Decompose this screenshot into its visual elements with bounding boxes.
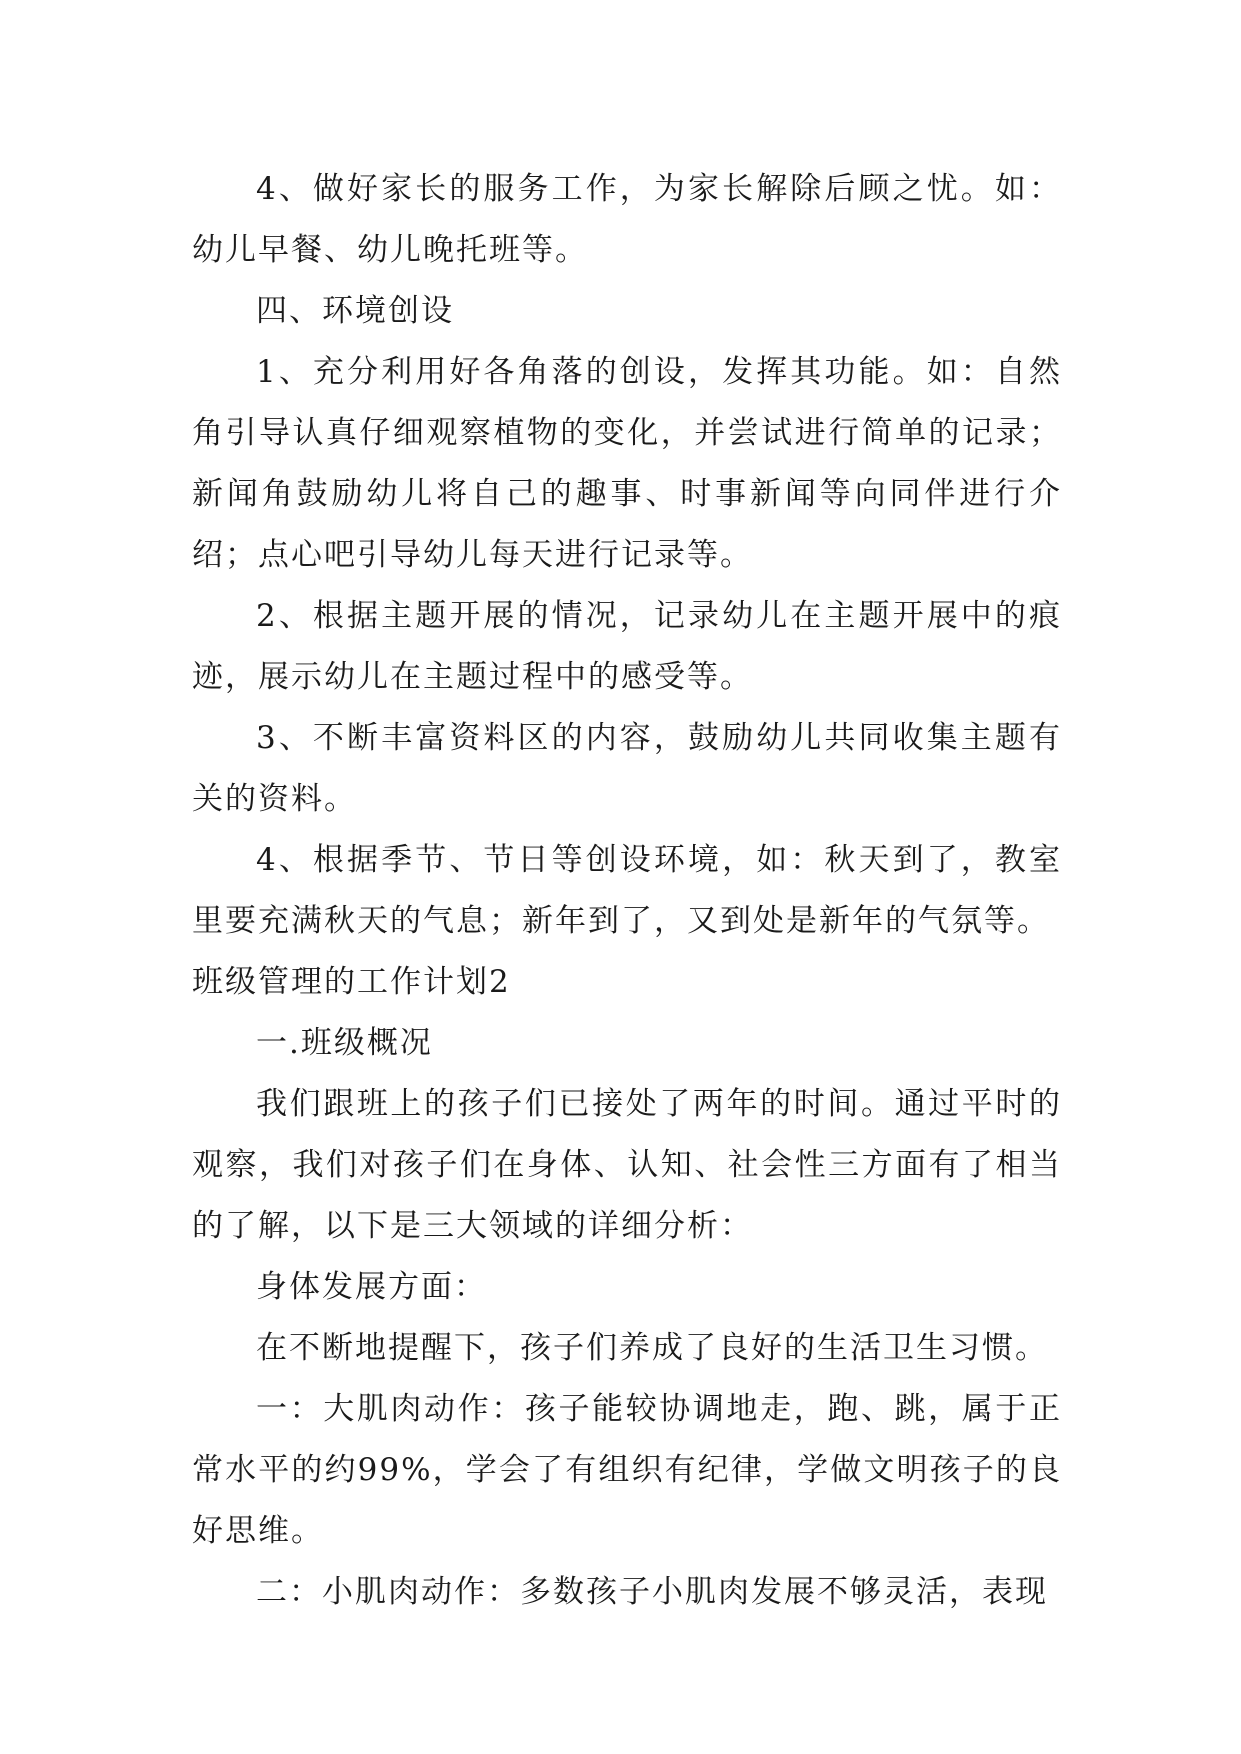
subheading-physical-development: 身体发展方面： bbox=[256, 1269, 487, 1305]
section-heading-class-overview: 一.班级概况 bbox=[256, 1025, 433, 1061]
paragraph-resource-area: 3、不断丰富资料区的内容，鼓励幼儿共同收集主题有关的资料。 bbox=[192, 720, 1062, 817]
paragraph-seasonal-environment: 4、根据季节、节日等创设环境，如：秋天到了，教室里要充满秋天的气息；新年到了，又到处是新年的气氛等。 bbox=[192, 842, 1062, 939]
paragraph-hygiene-habits: 在不断地提醒下，孩子们养成了良好的生活卫生习惯。 bbox=[256, 1330, 1048, 1366]
paragraph-fine-motor: 二：小肌肉动作：多数孩子小肌肉发展不够灵活，表现 bbox=[256, 1574, 1048, 1610]
paragraph-class-overview: 我们跟班上的孩子们已接处了两年的时间。通过平时的观察，我们对孩子们在身体、认知、社会性三方面有了相当的了解，以下是三大领域的详细分析： bbox=[192, 1086, 1062, 1244]
document-body bbox=[192, 159, 1062, 1623]
paragraph-parent-service: 4、做好家长的服务工作，为家长解除后顾之忧。如：幼儿早餐、幼儿晚托班等。 bbox=[192, 171, 1062, 268]
section-heading-environment: 四、环境创设 bbox=[256, 293, 454, 329]
paragraph-gross-motor: 一：大肌肉动作：孩子能较协调地走，跑、跳，属于正常水平的约99%，学会了有组织有纪律，学做文明孩子的良好思维。 bbox=[192, 1391, 1062, 1549]
paragraph-theme-record: 2、根据主题开展的情况，记录幼儿在主题开展中的痕迹，展示幼儿在主题过程中的感受等。 bbox=[192, 598, 1062, 695]
paragraph-corner-setup: 1、充分利用好各角落的创设，发挥其功能。如：自然角引导认真仔细观察植物的变化，并尝试进行简单的记录；新闻角鼓励幼儿将自己的趣事、时事新闻等向同伴进行介绍；点心吧引导幼儿每天进行记录等。 bbox=[192, 354, 1062, 573]
document-title-plan-2: 班级管理的工作计划2 bbox=[192, 964, 511, 1000]
